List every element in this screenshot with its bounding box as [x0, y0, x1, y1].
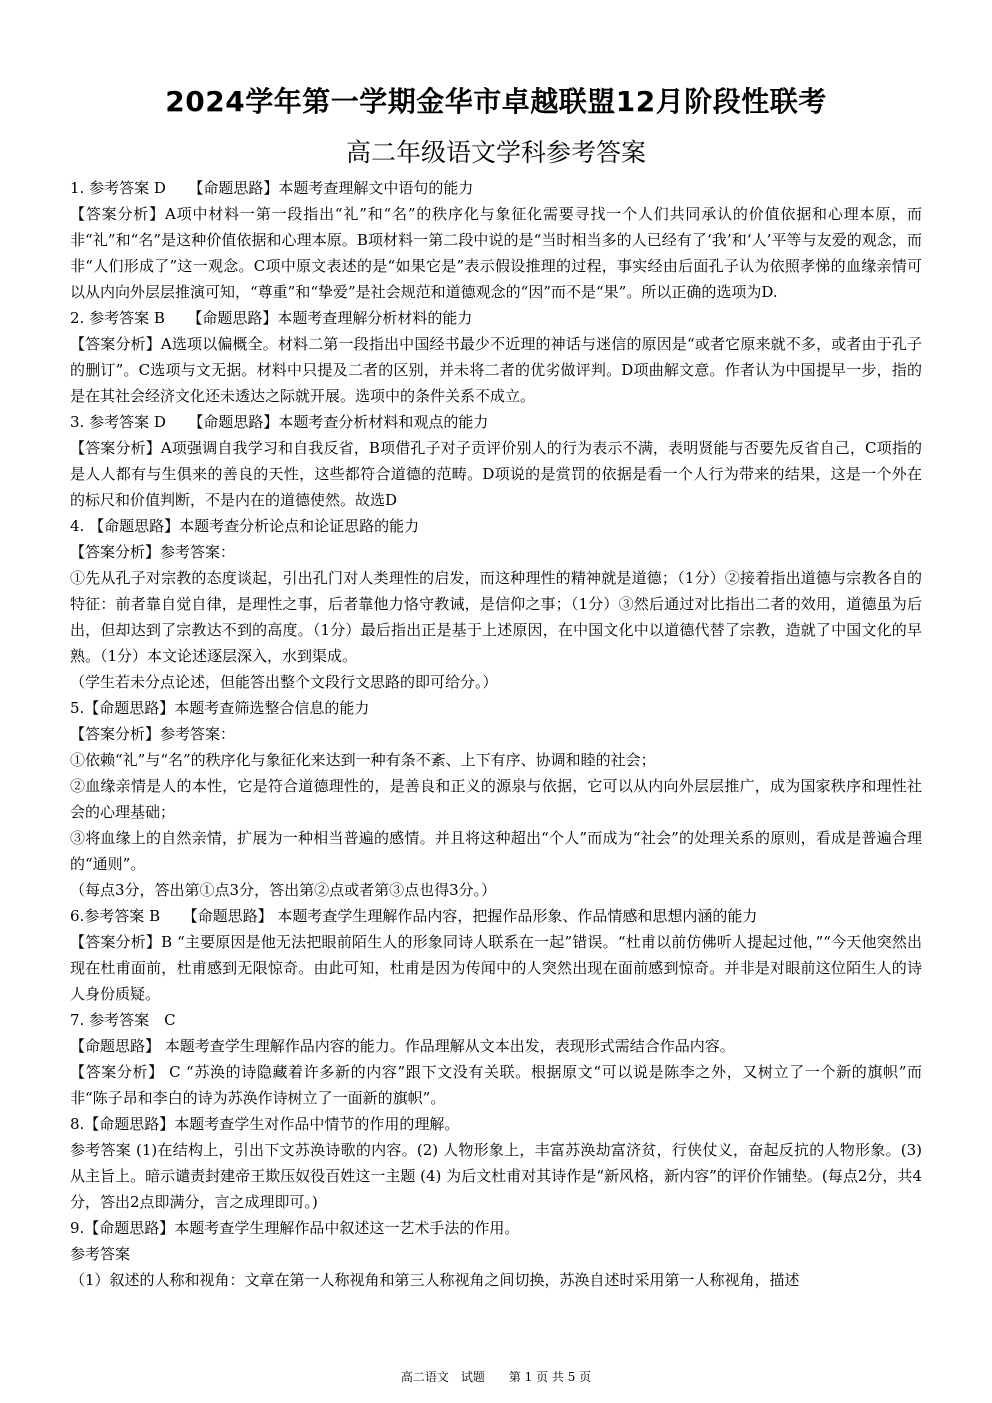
answer-line: 参考答案	[70, 1245, 131, 1263]
answer-line: 2. 参考答案 B 【命题思路】本题考查理解分析材料的能力	[70, 309, 473, 327]
answer-line: 【答案分析】B “主要原因是他无法把眼前陌生人的形象同诗人联系在一起”错误。“杜甫以前仿佛听人提起过他，”“今天他突然出现在杜甫面前，杜甫感到无限惊奇。由此可知，杜甫是因为传闻中的人突然出现在面前感到惊奇。并非是对眼前这位陌生人的诗人身份质疑。	[70, 933, 922, 1003]
answer-line: 5.【命题思路】本题考查筛选整合信息的能力	[70, 699, 370, 717]
answer-line: 4. 【命题思路】本题考查分析论点和论证思路的能力	[70, 517, 420, 535]
answer-line: 9.【命题思路】本题考查学生理解作品中叙述这一艺术手法的作用。	[70, 1219, 520, 1237]
answer-line: 参考答案 (1)在结构上，引出下文苏涣诗歌的内容。(2) 人物形象上，丰富苏涣劫富济贫，行侠仗义，奋起反抗的人物形象。(3) 从主旨上。暗示谴责封建帝王欺压奴役百姓这一主题 (4) 为后文杜甫对其诗作是“新风格，新内容”的评价作铺垫。(每点2分，共4分，答出2点即满分，言之成理即可。)	[70, 1141, 922, 1211]
answer-content	[70, 175, 922, 1293]
answer-line: 【答案分析】A项强调自我学习和自我反省，B项借孔子对子贡评价别人的行为表示不满，表明贤能与否要先反省自己，C项指的是人人都有与生俱来的善良的天性，这些都符合道德的范畴。D项说的是赏罚的依据是看一个人行为带来的结果，这是一个外在的标尺和价值判断，不是内在的道德使然。故选D	[70, 439, 922, 509]
answer-line: （1）叙述的人称和视角：文章在第一人称视角和第三人称视角之间切换，苏涣自述时采用第一人称视角，描述	[70, 1271, 800, 1289]
answer-line: 【答案分析】A项中材料一第一段指出“礼”和“名”的秩序化与象征化需要寻找一个人们共同承认的价值依据和心理本原，而非“礼”和“名”是这种价值依据和心理本原。B项材料一第二段中说的是“当时相当多的人已经有了‘我’和‘人’平等与友爱的观念，而非“人们形成了”这一观念。C项中原文表述的是“如果它是”表示假设推理的过程，事实经由后面孔子认为依照孝悌的血缘亲情可以从内向外层层推演可知，“尊重”和“挚爱”是社会规范和道德观念的“因”而不是“果”。所以正确的选项为D.	[70, 205, 922, 301]
answer-line: 7. 参考答案 C	[70, 1011, 176, 1029]
answer-line: ②血缘亲情是人的本性，它是符合道德理性的，是善良和正义的源泉与依据，它可以从内向外层层推广，成为国家秩序和理性社会的心理基础；	[70, 777, 922, 821]
answer-line: ③将血缘上的自然亲情，扩展为一种相当普遍的感情。并且将这种超出“个人”而成为“社会”的处理关系的原则，看成是普遍合理的“通则”。	[70, 829, 922, 873]
page-footer: 高二语文 试题 第 1 页 共 5 页	[400, 1370, 592, 1384]
answer-line: 6.参考答案 B 【命题思路】 本题考查学生理解作品内容，把握作品形象、作品情感和思想内涵的能力	[70, 907, 758, 925]
document-title: 2024学年第一学期金华市卓越联盟12月阶段性联考	[165, 85, 827, 118]
document-subtitle: 高二年级语文学科参考答案	[345, 138, 646, 167]
answer-line: （每点3分，答出第①点3分，答出第②点或者第③点也得3分。）	[70, 881, 497, 899]
answer-line: 3. 参考答案 D 【命题思路】本题考查分析材料和观点的能力	[70, 413, 489, 431]
answer-line: 【命题思路】 本题考查学生理解作品内容的能力。作品理解从文本出发，表现形式需结合作品内容。	[70, 1037, 735, 1055]
answer-line: 【答案分析】A选项以偏概全。材料二第一段指出中国经书最少不近理的神话与迷信的原因是“或者它原来就不多，或者由于孔子的删订”。C选项与文无据。材料中只提及二者的区别，并未将二者的优劣做评判。D项曲解文意。作者认为中国提早一步，指的是在其社会经济文化还未透达之际就开展。选项中的条件关系不成立。	[70, 335, 922, 405]
answer-line: （学生若未分点论述，但能答出整个文段行文思路的即可给分。）	[70, 673, 498, 691]
answer-line: ①先从孔子对宗教的态度谈起，引出孔门对人类理性的启发，而这种理性的精神就是道德；（1分）②接着指出道德与宗教各自的特征：前者靠自觉自律，是理性之事，后者靠他力恪守教诫，是信仰之事；（1分）③然后通过对比指出二者的效用，道德虽为后出，但却达到了宗教达不到的高度。（1分）最后指出正是基于上述原因，在中国文化中以道德代替了宗教，造就了中国文化的早熟。（1分）本文论述逐层深入，水到渠成。	[70, 569, 922, 665]
answer-line: 8.【命题思路】本题考查学生对作品中情节的作用的理解。	[70, 1115, 460, 1133]
answer-line: 【答案分析】参考答案：	[70, 725, 236, 743]
answer-line: ①依赖“礼”与“名”的秩序化与象征化来达到一种有条不紊、上下有序、协调和睦的社会；	[70, 751, 656, 769]
answer-line: 【答案分析】 C “苏涣的诗隐藏着许多新的内容”跟下文没有关联。根据原文“可以说是陈李之外，又树立了一个新的旗帜”而非“陈子昂和李白的诗为苏涣作诗树立了一面新的旗帜”。	[70, 1063, 922, 1107]
answer-line: 1. 参考答案 D 【命题思路】本题考查理解文中语句的能力	[70, 179, 474, 197]
answer-line: 【答案分析】参考答案：	[70, 543, 236, 561]
